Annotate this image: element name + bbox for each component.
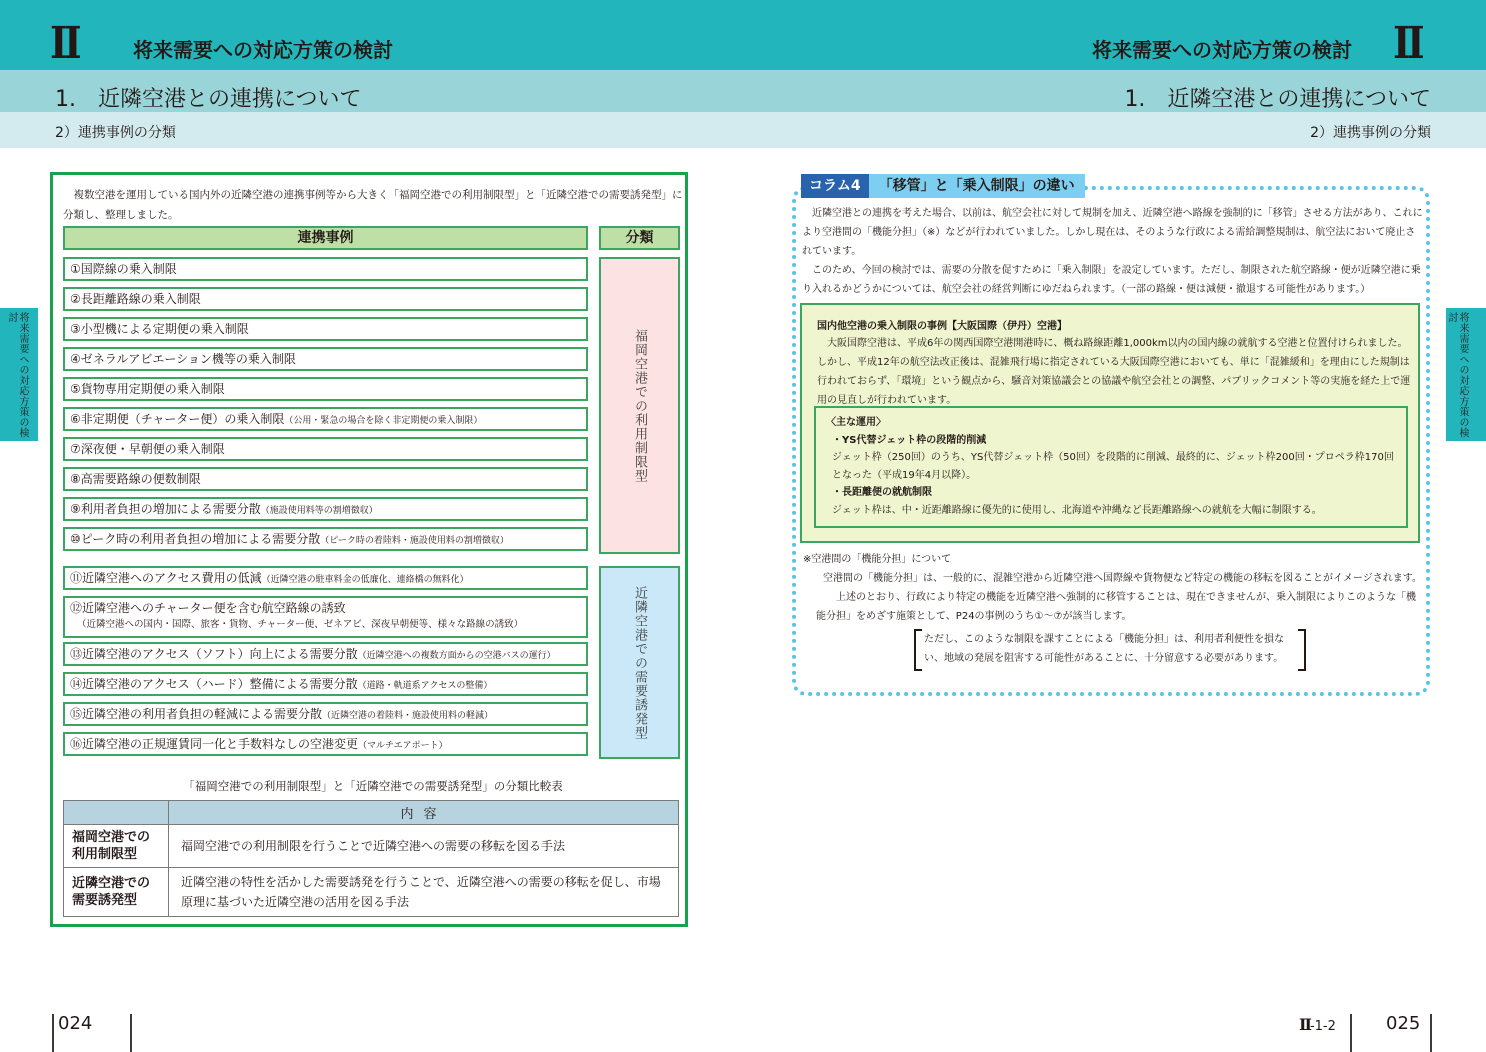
case-note: （施設使用料等の割増徴収） bbox=[260, 506, 378, 516]
comparison-header: 内容 bbox=[169, 801, 679, 825]
intro-text: 複数空港を運用している国内外の近隣空港の連携事例等から大きく「福岡空港での利用制限型」と「近隣空港での需要誘発型」に分類し、整理しました。 bbox=[63, 189, 683, 221]
operations-heading: 〈主な運用〉 bbox=[826, 417, 886, 428]
case-row bbox=[63, 467, 588, 491]
case-column-header: 連携事例 bbox=[63, 226, 588, 250]
class-label-restriction: 福岡空港での利用制限型 bbox=[599, 257, 680, 554]
comparison-corner bbox=[64, 801, 169, 825]
case-note: （ピーク時の着陸料・施設使用料の割増徴収） bbox=[320, 536, 509, 546]
case-row bbox=[63, 732, 588, 756]
case-label: ⑩ピーク時の利用者負担の増加による需要分散 bbox=[70, 532, 321, 546]
case-row bbox=[63, 642, 588, 666]
case-note: （近隣空港への複数方面からの空港バスの運行） bbox=[357, 651, 556, 661]
case-title: 国内他空港の乗入制限の事例【大阪国際（伊丹）空港】 bbox=[817, 321, 1067, 332]
case-label: ⑨利用者負担の増加による需要分散 bbox=[70, 502, 261, 516]
case-label: ⑮近隣空港の利用者負担の軽減による需要分散 bbox=[70, 707, 323, 721]
case-note: （道路・軌道系アクセスの整備） bbox=[357, 681, 493, 691]
class-label-demand-inducement: 近隣空港での需要誘発型 bbox=[599, 566, 680, 759]
case-row bbox=[63, 377, 588, 401]
case-row bbox=[63, 317, 588, 341]
footnote-heading: ※空港間の「機能分担」について bbox=[803, 554, 952, 565]
footer-rule bbox=[1350, 1014, 1352, 1052]
case-body: 大阪国際空港は、平成6年の関西国際空港開港時に、概ね路線距離1,000km以内の国内線の就航する空港と位置付けられました。しかし、平成12年の航空法改正後は、混雑飛行場に指定されている大阪国際空港においても、単に「混雑緩和」を理由にした規制は行われておらず、「環境」という観点から、騒音対策協議会との協議や航空会社との調整、パブリックコメント等の実施を経た上で運用の見直しが行われています。 bbox=[817, 338, 1411, 406]
section-title-left: 1. 近隣空港との連携について bbox=[55, 87, 362, 112]
case-row bbox=[63, 527, 588, 551]
footer-rule bbox=[1430, 1014, 1432, 1052]
case-label: ④ゼネラルアビエーション機等の乗入制限 bbox=[70, 352, 296, 366]
row-content: 福岡空港での利用制限を行うことで近隣空港への需要の移転を図る手法 bbox=[169, 825, 679, 868]
table-row bbox=[64, 825, 679, 868]
footer-rule bbox=[130, 1014, 132, 1052]
case-row bbox=[63, 347, 588, 371]
class-column-header: 分類 bbox=[599, 226, 680, 250]
comparison-caption: 「福岡空港での利用制限型」と「近隣空港での需要誘発型」の分類比較表 bbox=[183, 779, 563, 793]
case-label: ⑤貨物専用定期便の乗入制限 bbox=[70, 382, 225, 396]
case-row bbox=[63, 287, 588, 311]
subsection-title-right: 2）連携事例の分類 bbox=[1310, 125, 1431, 141]
column-paragraph: このため、今回の検討では、需要の分散を促すために「乗入制限」を設定しています。ただし、制限された航空路線・便が近隣空港に乗り入れるかどうかについては、航空会社の経営判断にゆだねられます。（一部の路線・便は減便・撤退する可能性があります。） bbox=[802, 265, 1421, 295]
page-number-left: 024 bbox=[58, 1013, 93, 1034]
chapter-title-right: 将来需要への対応方策の検討 bbox=[1092, 38, 1352, 62]
operation-title: ・YS代替ジェット枠の段階的削減 bbox=[832, 434, 987, 446]
case-row bbox=[63, 407, 588, 431]
row-type: 近隣空港での需要誘発型 bbox=[64, 868, 169, 917]
case-label: ③小型機による定期便の乗入制限 bbox=[70, 322, 249, 336]
chapter-numeral-right: II bbox=[1393, 18, 1422, 69]
case-label: ⑧高需要路線の便数制限 bbox=[70, 472, 201, 486]
case-label: ⑦深夜便・早朝便の乗入制限 bbox=[70, 442, 225, 456]
classification-panel bbox=[50, 172, 688, 927]
footnote-line: 上述のとおり、行政により特定の機能を近隣空港へ強制的に移管することは、現在できませんが、乗入制限によりこのような「機能分担」をめざす施策として、P24の事例のうち①〜⑦が該当します。 bbox=[816, 592, 1416, 622]
footer-rule bbox=[52, 1014, 54, 1052]
case-label: ⑭近隣空港のアクセス（ハード）整備による需要分散 bbox=[70, 677, 358, 691]
operation-text: ジェット枠（250回）のうち、YS代替ジェット枠（50回）を段階的に削減、最終的に、ジェット枠200回・プロペラ枠170回となった（平成19年4月以降）。 bbox=[832, 452, 1394, 481]
case-label: ①国際線の乗入制限 bbox=[70, 262, 177, 276]
case-row bbox=[63, 566, 588, 590]
column-paragraph: 近隣空港との連携を考えた場合、以前は、航空会社に対して規制を加え、近隣空港へ路線を強制的に「移管」させる方法があり、これにより空港間の「機能分担」（※）などが行われていました。しかし現在は、そのような行政による需給調整規制は、航空法において廃止されています。 bbox=[802, 208, 1423, 257]
section-reference bbox=[1299, 1015, 1336, 1034]
subsection-title-left: 2）連携事例の分類 bbox=[55, 125, 176, 141]
case-row bbox=[63, 672, 588, 696]
case-note: （マルチエアポート） bbox=[358, 741, 448, 751]
case-note: （近隣空港の駐車料金の低廉化、連絡橋の無料化） bbox=[261, 575, 469, 585]
itami-case-box bbox=[800, 303, 1420, 543]
column-number: コラム4 bbox=[801, 174, 869, 198]
case-label: ⑥非定期便（チャーター便）の乗入制限 bbox=[70, 412, 285, 426]
table-row bbox=[64, 868, 679, 917]
side-tab-right[interactable]: 将来需要への対応方策の検討 bbox=[1446, 308, 1486, 441]
column-title: 「移管」と「乗入制限」の違い bbox=[869, 174, 1085, 198]
column-heading bbox=[801, 174, 1085, 198]
operation-title: ・長距離便の就航制限 bbox=[832, 487, 932, 498]
caution-note: ただし、このような制限を課すことによる「機能分担」は、利用者利便性を損ない、地域の発展を阻害する可能性があることに、十分留意する必要があります。 bbox=[914, 629, 1306, 669]
case-label: ⑫近隣空港へのチャーター便を含む航空路線の誘致 bbox=[70, 601, 346, 615]
case-note: （近隣空港の着陸料・施設使用料の軽減） bbox=[322, 711, 494, 721]
case-subnote: （近隣空港への国内・国際、旅客・貨物、チャーター便、ゼネアビ、深夜早朝便等、様々な路線の誘致） bbox=[77, 619, 524, 630]
side-tab-left[interactable]: 将来需要への対応方策の検討 bbox=[0, 308, 38, 441]
case-row bbox=[63, 497, 588, 521]
case-label: ⑬近隣空港のアクセス（ソフト）向上による需要分散 bbox=[70, 647, 358, 661]
footnote bbox=[803, 550, 1425, 626]
ref-numeral: II bbox=[1299, 1015, 1310, 1034]
case-note: （公用・緊急の場合を除く非定期便の乗入制限） bbox=[284, 416, 483, 426]
case-label: ⑯近隣空港の正規運賃同一化と手数料なしの空港変更 bbox=[70, 737, 359, 751]
chapter-title-left: 将来需要への対応方策の検討 bbox=[133, 38, 393, 62]
case-row bbox=[63, 596, 588, 638]
case-row bbox=[63, 702, 588, 726]
chapter-numeral-left: II bbox=[50, 18, 79, 69]
comparison-table bbox=[63, 800, 679, 917]
page-number-right: 025 bbox=[1386, 1013, 1421, 1034]
operation-text: ジェット枠は、中・近距離路線に優先的に使用し、北海道や沖縄など長距離路線への就航を大幅に制限する。 bbox=[832, 504, 1322, 516]
operations-box bbox=[814, 406, 1408, 528]
case-label: ②長距離路線の乗入制限 bbox=[70, 292, 201, 306]
column-body bbox=[802, 204, 1424, 299]
subsection-band bbox=[0, 112, 1486, 148]
case-row bbox=[63, 437, 588, 461]
footnote-line: 空港間の「機能分担」は、一般的に、混雑空港から近隣空港へ国際線や貨物便など特定の機能の移転を図ることがイメージされます。 bbox=[823, 573, 1422, 584]
row-content: 近隣空港の特性を活かした需要誘発を行うことで、近隣空港への需要の移転を促し、市場原理に基づいた近隣空港の活用を図る手法 bbox=[169, 868, 679, 917]
case-label: ⑪近隣空港へのアクセス費用の低減 bbox=[70, 571, 262, 585]
row-type: 福岡空港での利用制限型 bbox=[64, 825, 169, 868]
case-row bbox=[63, 257, 588, 281]
section-title-right: 1. 近隣空港との連携について bbox=[1124, 87, 1431, 112]
ref-suffix: -1-2 bbox=[1309, 1019, 1336, 1034]
